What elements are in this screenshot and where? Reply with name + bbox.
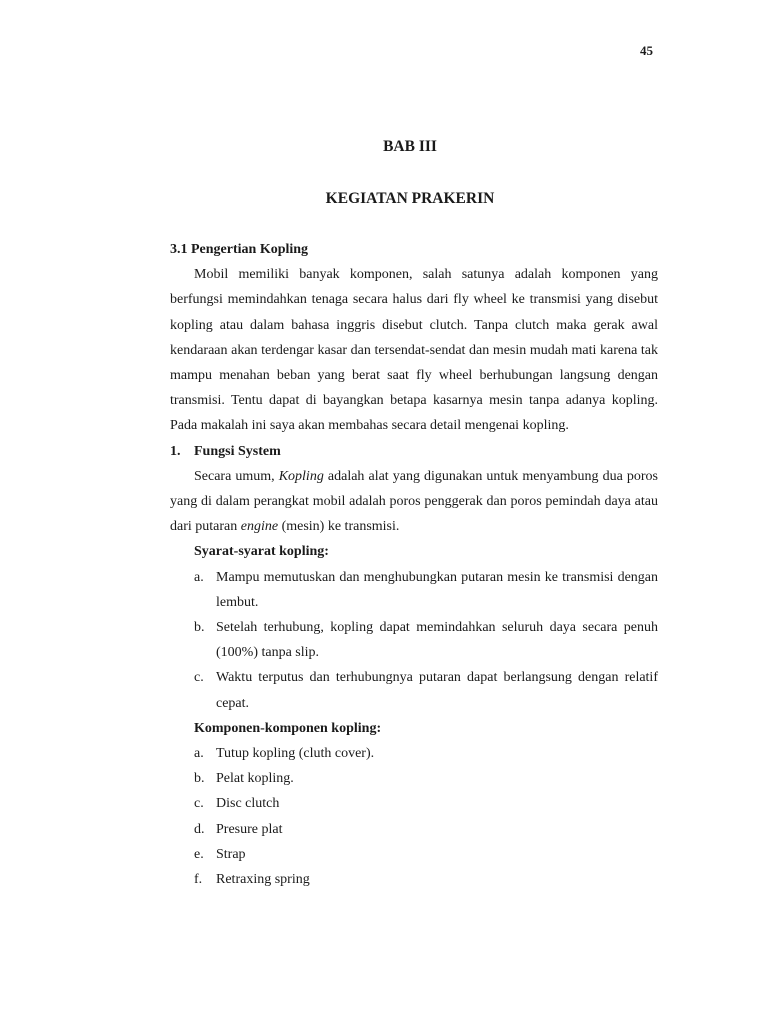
page-number: 45 — [640, 43, 653, 58]
list-item-letter: b. — [194, 620, 205, 636]
fungsi-paragraph — [170, 464, 658, 540]
chapter-title: BAB III — [383, 138, 437, 155]
list-item-text: Retraxing spring — [216, 872, 310, 888]
list-item-letter: d. — [194, 821, 205, 837]
fungsi-text-2: adalah alat yang digunakan untuk menyambung dua poros yang di dalam perangkat mobil adalah poros penggerak dan poros pemindah daya atau dari putaran — [170, 468, 658, 535]
list-item — [170, 615, 658, 665]
list-item-text: Strap — [216, 846, 246, 862]
list-item — [170, 867, 658, 892]
list-item-letter: e. — [194, 846, 204, 862]
list-item-text: Setelah terhubung, kopling dapat memindahkan seluruh daya secara penuh (100%) tanpa slip. — [216, 620, 658, 661]
list-item-letter: c. — [194, 796, 204, 812]
list-item-letter: f. — [194, 872, 203, 888]
document-body — [170, 237, 658, 892]
section-heading: 3.1 Pengertian Kopling — [170, 242, 309, 257]
list-item — [170, 565, 658, 615]
list-item-text: Presure plat — [216, 821, 283, 837]
fungsi-heading — [170, 439, 658, 464]
list-item — [170, 791, 658, 816]
fungsi-heading-text: Fungsi System — [194, 443, 281, 459]
list-item-text: Pelat kopling. — [216, 771, 294, 787]
syarat-heading: Syarat-syarat kopling: — [194, 544, 329, 560]
fungsi-text-3: (mesin) ke transmisi. — [278, 519, 400, 535]
intro-paragraph: Mobil memiliki banyak komponen, salah satunya adalah komponen yang berfungsi memindahkan tenaga secara halus dari fly wheel ke transmisi yang disebut kopling atau dalam bahasa inggris disebut clutch. Tanpa clutch maka gerak awal kendaraan akan terdengar kasar dan tersendat-sendat dan mesin mudah mati karena tak mampu menahan beban yang berat saat fly wheel berhubungan langsung dengan transmisi. Tentu dapat di bayangkan betapa kasarnya mesin tanpa adanya kopling. Pada makalah ini saya akan membahas secara detail mengenai kopling. — [170, 267, 658, 434]
list-item-text: Tutup kopling (cluth cover). — [216, 746, 375, 762]
list-item — [170, 741, 658, 766]
list-item-letter: a. — [194, 569, 204, 585]
fungsi-italic-engine: engine — [240, 519, 279, 535]
list-item-letter: c. — [194, 670, 204, 686]
list-item — [170, 665, 658, 715]
fungsi-text-1: Secara umum, — [194, 468, 279, 484]
fungsi-number: 1. — [170, 443, 181, 459]
list-item-text: Mampu memutuskan dan menghubungkan putaran mesin ke transmisi dengan lembut. — [216, 569, 658, 610]
fungsi-italic-kopling: Kopling — [278, 468, 324, 484]
syarat-list — [170, 565, 658, 716]
list-item — [170, 842, 658, 867]
chapter-subtitle: KEGIATAN PRAKERIN — [325, 190, 495, 207]
list-item — [170, 817, 658, 842]
list-item-text: Disc clutch — [216, 796, 280, 812]
list-item — [170, 766, 658, 791]
komponen-heading: Komponen-komponen kopling: — [194, 720, 382, 736]
list-item-text: Waktu terputus dan terhubungnya putaran dapat berlangsung dengan relatif cepat. — [216, 670, 658, 711]
list-item-letter: a. — [194, 746, 204, 762]
list-item-letter: b. — [194, 771, 205, 787]
komponen-list — [170, 741, 658, 892]
